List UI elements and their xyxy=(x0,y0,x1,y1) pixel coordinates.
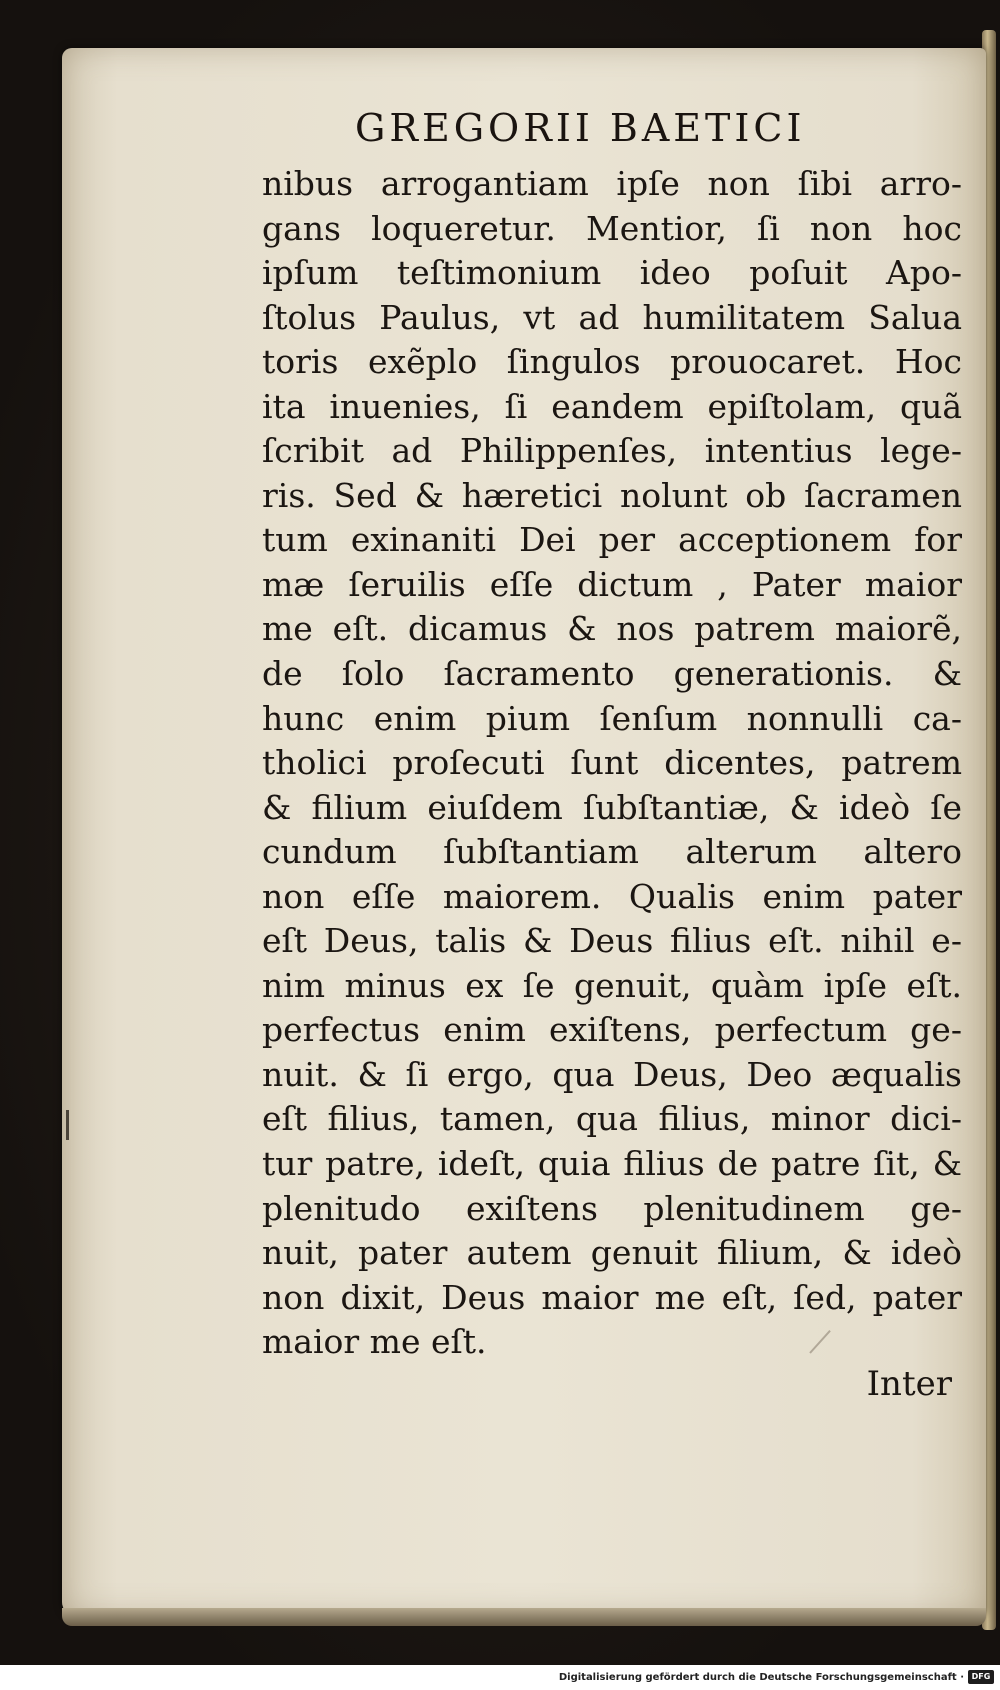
text-line: nuit. & ſi ergo, qua Deus, Deo æqualis xyxy=(262,1054,962,1094)
text-line: non eſſe maiorem. Qualis enim pater xyxy=(262,876,962,916)
text-line: tum exinaniti Dei per acceptionem for xyxy=(262,520,962,560)
page-bottom-edge xyxy=(62,1608,986,1626)
text-line: non dixit, Deus maior me eſt, ſed, pater xyxy=(262,1277,962,1317)
catchword: Inter xyxy=(866,1364,952,1404)
text-line: ſcribit ad Philippenſes, intentius lege- xyxy=(262,431,962,471)
text-line: eſt Deus, talis & Deus filius eſt. nihil e- xyxy=(262,921,962,961)
text-line: perfectus enim exiſtens, perfectum ge- xyxy=(262,1010,962,1050)
text-line: cundum ſubſtantiam alterum altero xyxy=(262,832,962,872)
text-line: ipſum teſtimonium ideo poſuit Apo- xyxy=(262,253,962,293)
text-line: toris exẽplo ſingulos prouocaret. Hoc xyxy=(262,342,962,382)
margin-mark xyxy=(66,1110,69,1140)
text-line: ris. Sed & hæretici nolunt ob ſacramen xyxy=(262,475,962,515)
dfg-logo: DFG xyxy=(968,1670,994,1684)
funding-credit: Digitalisierung gefördert durch die Deutsche Forschungsgemeinschaft · xyxy=(558,1672,964,1683)
text-line: me eſt. dicamus & nos patrem maiorẽ, xyxy=(262,609,962,649)
text-line: hunc enim pium ſenſum nonnulli ca- xyxy=(262,698,962,738)
running-head: GREGORII BAETICI xyxy=(355,106,806,150)
text-line: tholici proſecuti ſunt dicentes, patrem xyxy=(262,743,962,783)
text-line: maior me eſt. xyxy=(262,1322,487,1362)
text-line: eſt filius, tamen, qua filius, minor dici- xyxy=(262,1099,962,1139)
text-line: plenitudo exiſtens plenitudinem ge- xyxy=(262,1188,962,1228)
text-line: nuit, pater autem genuit filium, & ideò xyxy=(262,1233,962,1273)
text-line: gans loqueretur. Mentior, ſi non hoc xyxy=(262,208,962,248)
text-line: nibus arrogantiam ipſe non ſibi arro- xyxy=(262,164,962,203)
text-line: tur patre, ideſt, quia filius de patre ſit, & xyxy=(262,1144,962,1184)
text-line: ſtolus Paulus, vt ad humilitatem Salua xyxy=(262,297,962,337)
text-line: & filium eiuſdem ſubſtantiæ, & ideò ſe xyxy=(262,787,962,827)
text-line: nim minus ex ſe genuit, quàm ipſe eſt. xyxy=(262,965,962,1005)
text-line: ita inuenies, ſi eandem epiſtolam, quã xyxy=(262,386,962,426)
text-line: de ſolo ſacramento generationis. & xyxy=(262,654,962,694)
body-text xyxy=(262,162,962,1365)
text-line: mæ ſeruilis eſſe dictum , Pater maior xyxy=(262,564,962,604)
